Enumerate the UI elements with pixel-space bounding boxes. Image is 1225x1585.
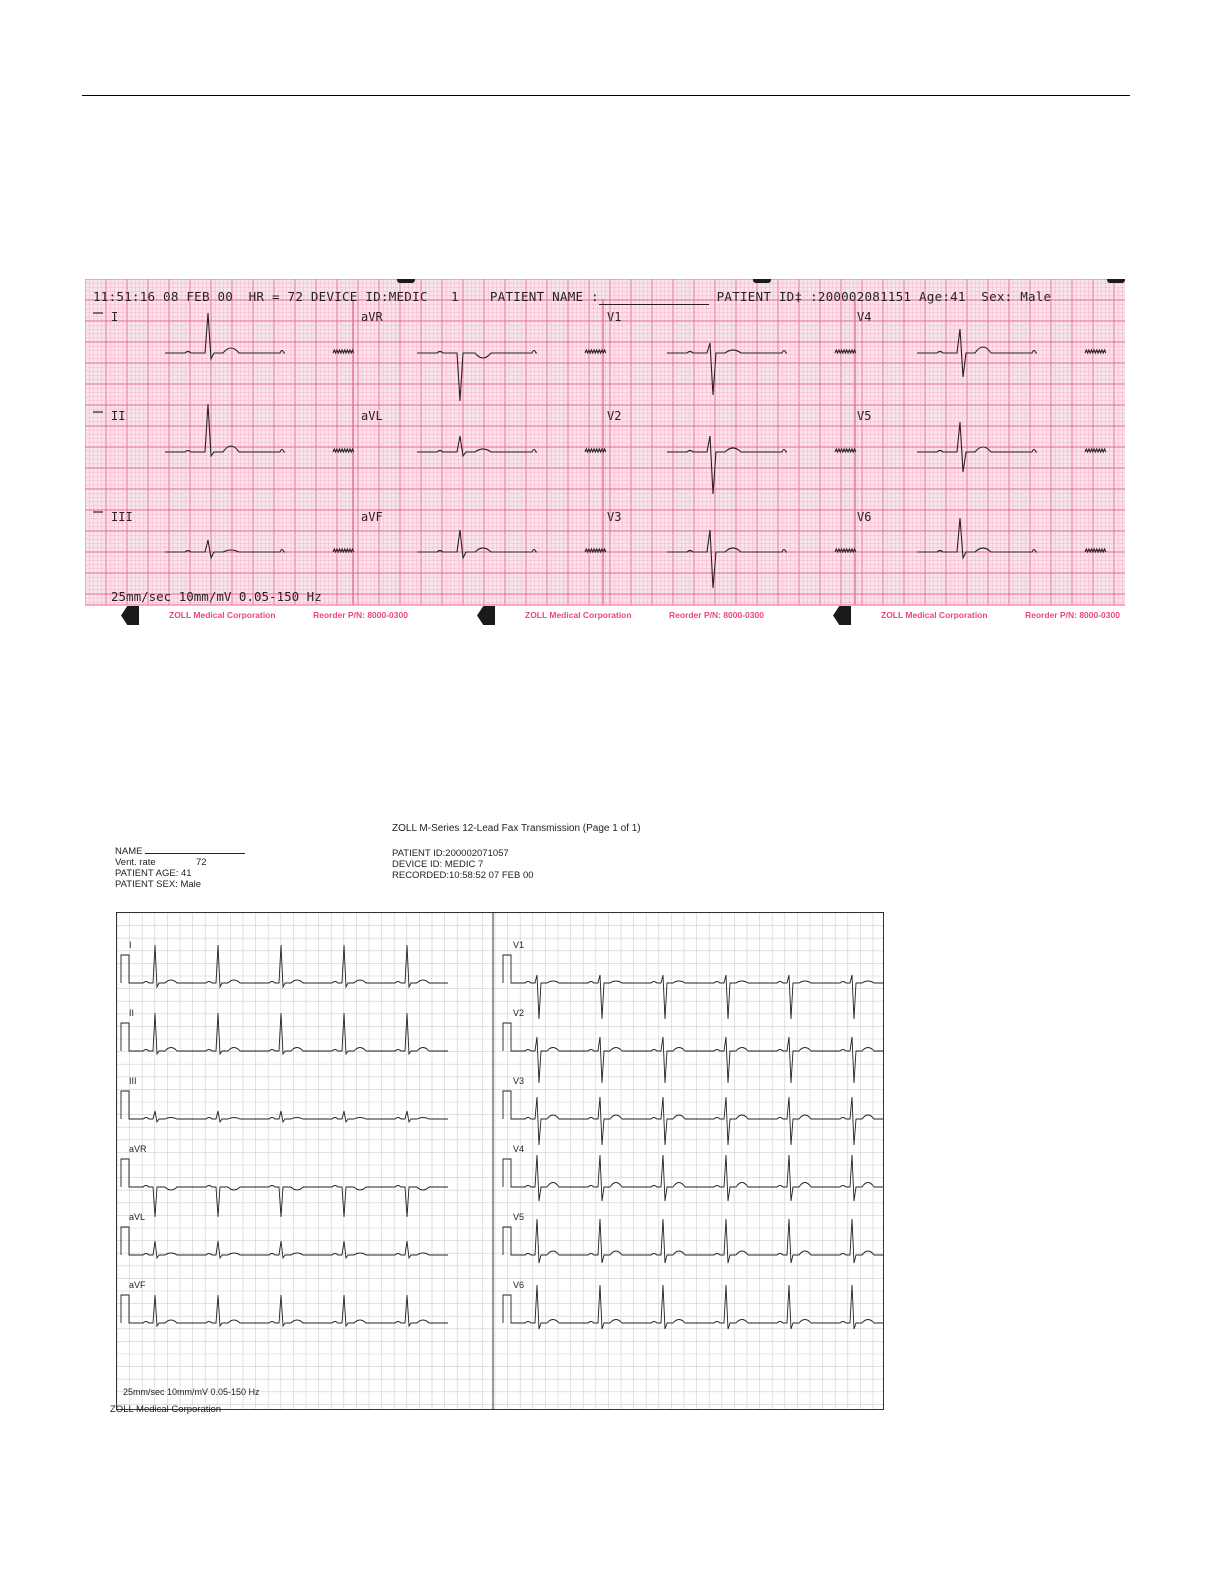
fax-name-blank	[145, 853, 245, 854]
strip-brand-2: ZOLL Medical Corporation	[525, 610, 632, 620]
strip-squiggle-1-1	[585, 449, 606, 452]
strip-beat-0-3	[917, 329, 1037, 377]
fax-vent-rate-label: Vent. rate	[115, 857, 156, 868]
fax-trace-left-3	[121, 1159, 448, 1217]
fax-name-label: NAME	[115, 846, 143, 857]
fax-footer: ZOLL Medical Corporation	[110, 1404, 222, 1415]
lead-label-V3: V3	[607, 510, 622, 524]
fax-trace-right-2	[503, 1091, 883, 1145]
fax-calibration: 25mm/sec 10mm/mV 0.05-150 Hz	[123, 1387, 260, 1397]
lead-label-I: I	[111, 310, 119, 324]
strip-header-main: 11:51:16 08 FEB 00 HR = 72 DEVICE ID:MEDIC 1 PATIENT NAME :	[93, 289, 599, 304]
fax-trace-right-0	[503, 955, 883, 1019]
strip-traces	[93, 313, 1106, 588]
fax-lead-label-aVF: aVF	[129, 1280, 146, 1290]
fax-lead-label-V2: V2	[513, 1008, 525, 1018]
fax-trace-left-1	[121, 1013, 448, 1054]
fax-ecg-grid	[116, 912, 884, 1410]
fax-trace-right-3	[503, 1155, 883, 1201]
strip-squiggle-2-1	[585, 549, 606, 552]
fax-trace-right-5	[503, 1285, 883, 1329]
lead-label-aVL: aVL	[361, 409, 383, 423]
lead-label-V6: V6	[857, 510, 872, 524]
lead-label-aVR: aVR	[361, 310, 383, 324]
ecg-strip-graphic	[85, 279, 1125, 628]
strip-squiggle-2-0	[333, 549, 354, 552]
strip-beat-1-2	[667, 436, 787, 494]
strip-brand-3: ZOLL Medical Corporation	[881, 610, 988, 620]
strip-sex: Sex: Male	[981, 289, 1052, 304]
lead-label-V5: V5	[857, 409, 872, 423]
strip-beat-2-0	[165, 540, 285, 558]
lead-label-III: III	[111, 510, 133, 524]
fax-lead-label-V6: V6	[513, 1280, 525, 1290]
strip-beat-0-2	[667, 343, 787, 395]
strip-header	[93, 289, 1051, 305]
strip-reorder-3: Reorder P/N: 8000-0300	[1025, 610, 1120, 620]
strip-calibration: 25mm/sec 10mm/mV 0.05-150 Hz	[111, 589, 322, 604]
lead-label-aVF: aVF	[361, 510, 383, 524]
strip-top-tab-1	[397, 279, 415, 283]
fax-title: ZOLL M-Series 12-Lead Fax Transmission (Page 1 of 1)	[392, 823, 641, 834]
strip-age: Age:41	[919, 289, 966, 304]
lead-label-V4: V4	[857, 310, 872, 324]
strip-grid	[85, 279, 1125, 605]
fax-lead-label-aVR: aVR	[129, 1144, 147, 1154]
strip-reorder-1: Reorder P/N: 8000-0300	[313, 610, 408, 620]
fax-lead-label-V4: V4	[513, 1144, 525, 1154]
fax-trace-right-4	[503, 1219, 883, 1263]
strip-squiggle-1-0	[333, 449, 354, 452]
fax-device-id: DEVICE ID: MEDIC 7	[392, 859, 484, 870]
lead-label-V1: V1	[607, 310, 622, 324]
fax-lead-label-I: I	[129, 940, 132, 950]
strip-patient-id: PATIENT ID‡ :200002081151	[716, 289, 912, 304]
lead-label-V2: V2	[607, 409, 622, 423]
fax-trace-left-0	[121, 945, 448, 987]
strip-brand-1: ZOLL Medical Corporation	[169, 610, 276, 620]
strip-top-tab-2	[753, 279, 771, 283]
fax-lead-label-V1: V1	[513, 940, 525, 950]
strip-beat-2-2	[667, 530, 787, 588]
fax-grid-lines	[117, 913, 883, 1409]
fax-lead-label-V3: V3	[513, 1076, 525, 1086]
fax-lead-label-III: III	[129, 1076, 137, 1086]
strip-beat-0-0	[165, 313, 285, 359]
lead-label-II: II	[111, 409, 126, 423]
strip-reorder-2: Reorder P/N: 8000-0300	[669, 610, 764, 620]
fax-trace-left-5	[121, 1295, 448, 1326]
fax-ecg-graphic	[117, 913, 883, 1409]
page-top-rule	[82, 95, 1130, 96]
strip-beat-2-1	[417, 530, 537, 558]
patient-name-blank	[599, 289, 709, 305]
fax-trace-right-1	[503, 1023, 883, 1083]
fax-recorded: RECORDED:10:58:52 07 FEB 00	[392, 870, 534, 881]
fax-patient-age: PATIENT AGE: 41	[115, 868, 192, 879]
strip-beat-1-1	[417, 436, 537, 456]
fax-name-row	[115, 846, 245, 857]
fax-lead-label-V5: V5	[513, 1212, 525, 1222]
fax-vent-rate-value: 72	[196, 857, 207, 868]
fax-traces	[121, 945, 883, 1329]
strip-squiggle-1-3	[1085, 449, 1106, 452]
fax-patient-id: PATIENT ID:200002071057	[392, 848, 509, 859]
fax-trace-left-2	[121, 1091, 448, 1122]
fax-lead-label-aVL: aVL	[129, 1212, 146, 1222]
ecg-strip	[85, 279, 1125, 628]
fax-patient-sex: PATIENT SEX: Male	[115, 879, 202, 890]
fax-lead-label-II: II	[129, 1008, 135, 1018]
strip-top-tab-3	[1107, 279, 1125, 283]
strip-squiggle-2-3	[1085, 549, 1106, 552]
